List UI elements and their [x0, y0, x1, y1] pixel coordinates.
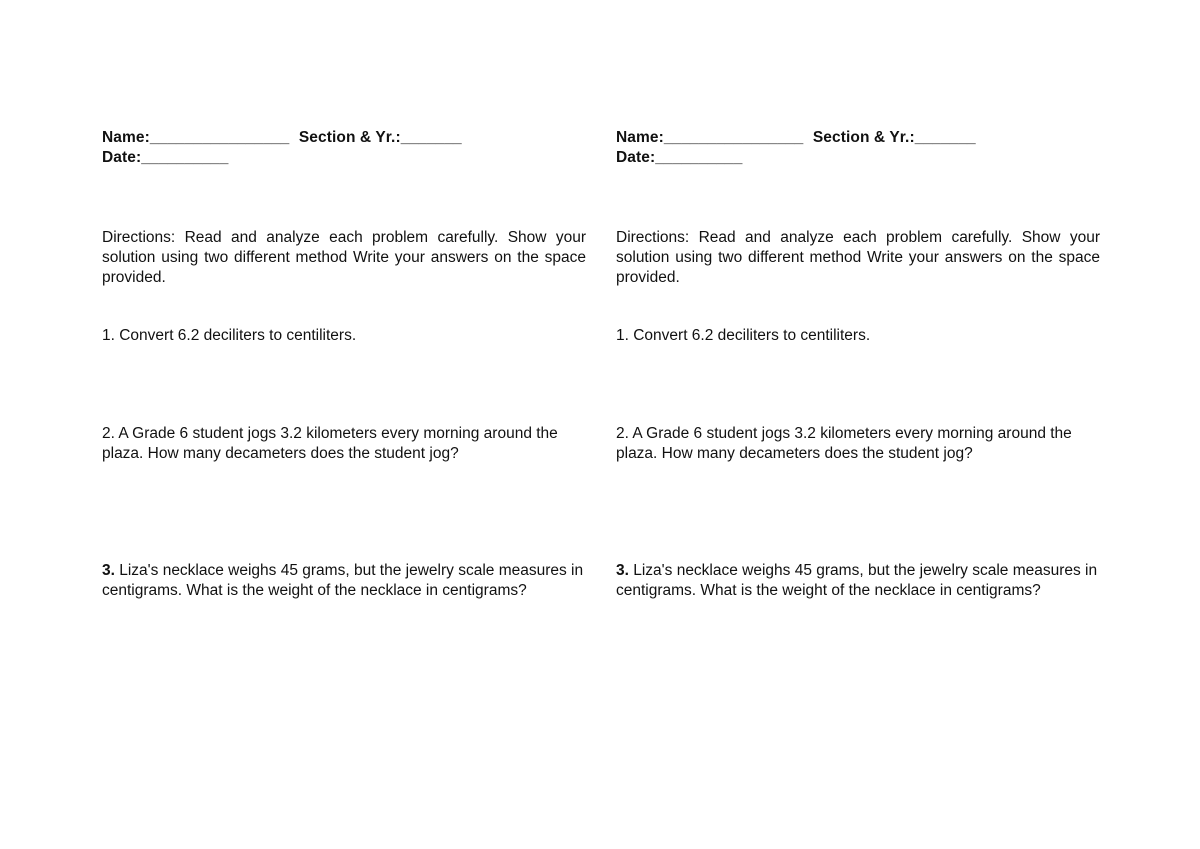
directions-text: Directions: Read and analyze each problem carefully. Show your solution using two different method Write your answers on the space provided.	[102, 229, 586, 286]
date-label: Date:__________	[102, 149, 229, 166]
name-label: Name:________________	[102, 129, 290, 146]
question-2: 2. A Grade 6 student jogs 3.2 kilometers every morning around the plaza. How many decameters does the student jog?	[616, 425, 1072, 462]
question-3-number: 3.	[102, 562, 115, 579]
question-3-number: 3.	[616, 562, 629, 579]
directions-text: Directions: Read and analyze each problem carefully. Show your solution using two different method Write your answers on the space provided.	[616, 229, 1100, 286]
question-3	[102, 561, 586, 601]
section-year-label: Section & Yr.:_______	[812, 129, 976, 146]
question-2: 2. A Grade 6 student jogs 3.2 kilometers every morning around the plaza. How many decameters does the student jog?	[102, 425, 558, 462]
date-line	[102, 148, 586, 168]
question-3	[616, 561, 1100, 601]
worksheet-left	[102, 128, 586, 601]
date-label: Date:__________	[616, 149, 743, 166]
question-3-text: Liza's necklace weighs 45 grams, but the jewelry scale measures in centigrams. What is the weight of the necklace in centigrams?	[102, 562, 584, 599]
question-3-text: Liza's necklace weighs 45 grams, but the jewelry scale measures in centigrams. What is the weight of the necklace in centigrams?	[616, 562, 1098, 599]
worksheet-right	[616, 128, 1100, 601]
name-label: Name:________________	[616, 129, 804, 146]
date-line	[616, 148, 1100, 168]
name-section-line	[102, 128, 586, 148]
question-1: 1. Convert 6.2 deciliters to centiliters.	[102, 327, 357, 344]
section-year-label: Section & Yr.:_______	[298, 129, 462, 146]
question-1: 1. Convert 6.2 deciliters to centiliters.	[616, 327, 871, 344]
name-section-line	[616, 128, 1100, 148]
